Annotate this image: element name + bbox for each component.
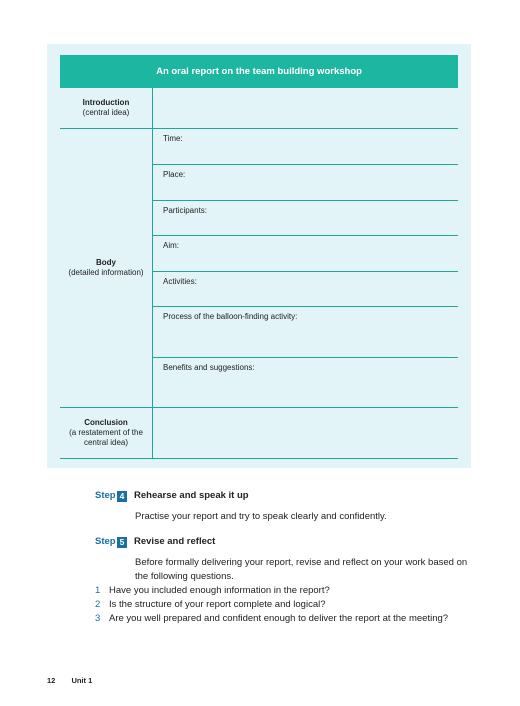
question-number: 3 [95,613,101,624]
field-time[interactable]: Time: [153,129,458,165]
introduction-label: Introduction [82,98,130,107]
report-outline-table [60,55,458,459]
introduction-label-cell [60,88,153,128]
step-4-heading [95,488,475,504]
question-item [95,612,475,626]
field-aim[interactable]: Aim: [153,236,458,272]
table-title: An oral report on the team building workshop [60,55,458,88]
step-5-title: Revise and reflect [134,536,216,547]
question-item [95,598,475,612]
step-5-heading [95,534,475,550]
conclusion-row [60,408,458,459]
step-4-text: Practise your report and try to speak clearly and confidently. [135,511,387,522]
reflection-questions [95,584,475,626]
question-number: 2 [95,599,101,610]
page-footer [47,676,106,685]
conclusion-label: Conclusion [84,418,128,427]
body-label-cell [60,129,153,407]
body-fields [153,129,458,407]
page-number: 12 [47,676,56,685]
introduction-row [60,88,458,129]
body-label: Body [96,258,116,267]
conclusion-label-cell [60,408,153,458]
step-5-intro: Before formally delivering your report, revise and reflect on your work based on the following questions. [135,557,468,582]
field-activities[interactable]: Activities: [153,272,458,307]
body-sublabel: (detailed information) [68,268,144,277]
step-4-word: Step [95,490,116,501]
step-4-number: 4 [117,491,127,502]
step-5-word: Step [95,536,116,547]
step-4-title: Rehearse and speak it up [134,490,249,501]
question-item [95,584,475,598]
question-number: 1 [95,585,101,596]
introduction-writing-area[interactable] [153,88,458,128]
steps-section [95,488,475,626]
conclusion-sublabel: (a restatement of the central idea) [69,428,143,447]
body-row [60,129,458,408]
question-text: Are you well prepared and confident enough to deliver the report at the meeting? [109,613,449,624]
step-5-number: 5 [117,537,127,548]
field-participants[interactable]: Participants: [153,201,458,236]
introduction-sublabel: (central idea) [82,108,130,117]
field-process[interactable]: Process of the balloon-finding activity: [153,307,458,358]
question-text: Have you included enough information in the report? [109,585,330,596]
field-benefits[interactable]: Benefits and suggestions: [163,363,255,372]
unit-label: Unit 1 [71,676,93,685]
question-text: Is the structure of your report complete and logical? [109,599,326,610]
field-place[interactable]: Place: [153,165,458,201]
conclusion-writing-area[interactable] [153,408,458,458]
